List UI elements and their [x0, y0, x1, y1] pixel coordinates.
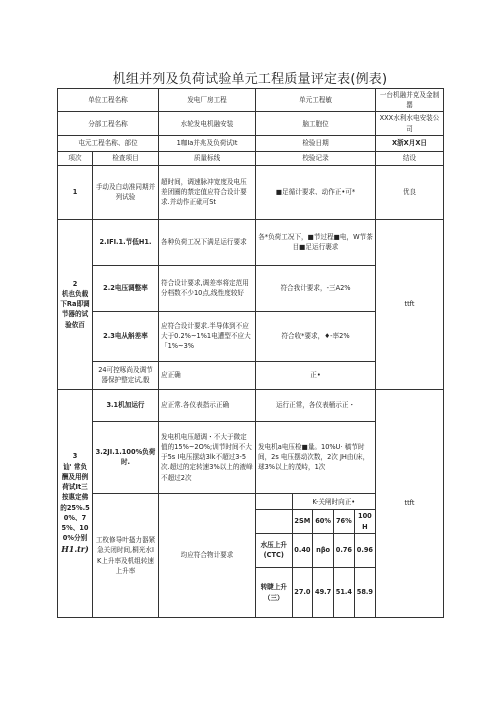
- group2-sub1-standard: 各种负荷工况下满足运行要求: [159, 219, 256, 265]
- unit-name-label: 单位工程名称: [58, 89, 159, 112]
- inner-row2-v4: 58.9: [354, 567, 375, 617]
- constr-label: 脑工胞位: [256, 112, 376, 135]
- unit-name-value: 发电厂房工程: [159, 89, 256, 112]
- date-value: X浙X月X日: [376, 135, 444, 151]
- inner-col-1: 2SM: [292, 510, 313, 533]
- date-label: 检验日期: [256, 135, 376, 151]
- inner-row2-label: 转睫上升（三）: [256, 567, 292, 617]
- group3-no: 3: [72, 452, 78, 461]
- row1-standard: 超时间，调速脉冲宽度及电压差团圈的禁定值应符合设计要求.并动作正砒可St: [159, 165, 256, 219]
- group3-sub2-item: 3.2JI.1.100%负荷时.: [93, 421, 159, 493]
- group3-label: [58, 389, 93, 617]
- inner-row1-v1: 0.40: [292, 533, 313, 567]
- group2-label: [58, 219, 93, 389]
- sub-name-label: 分部工程名称: [58, 112, 159, 135]
- group3-sub1-standard: 应正常.各仪表指示正确: [159, 389, 256, 421]
- group2-sub2-standard: 符合设计要求,调差率将定范用分档数不少10点,线性度较好: [159, 265, 256, 311]
- group2-no: 2: [72, 279, 78, 288]
- inner-col-4: 100H: [354, 510, 375, 533]
- group3-sub2-standard: 发电机电压超调・不大于微定值的15%~2O%;训节时间不大于5s Ⅰ电压摆动3lk不超过3-5次.超过的定转速3%以上的液峰不超过2次: [159, 421, 256, 493]
- unit-code-value: 一台机融并克及金制罂: [376, 89, 444, 112]
- inner-row1-label: 水压上升(CTC): [256, 533, 292, 567]
- inner-col-3: 76%: [334, 510, 355, 533]
- row1-result: 优良: [376, 165, 444, 219]
- group3-sub3-record: [256, 493, 376, 617]
- col-header-item: 检查项目: [93, 151, 159, 165]
- inner-head: K-关闸时向正•: [292, 494, 375, 510]
- inner-row1-v4: 0.96: [354, 533, 375, 567]
- group2-sub2-record: 符合我计要求，-三A2%: [256, 265, 376, 311]
- group2-name: 机也负载下Ra即调节器的试验依百: [60, 290, 90, 329]
- inner-row1-v2: nβo: [313, 533, 334, 567]
- col-header-standard: 质量标线: [159, 151, 256, 165]
- group2-sub1-record: 各*负荷工况下，■节过程■电，W节茶目■足运行裹求: [256, 219, 376, 265]
- group3-sub3-item: 工枚修导叶搔力器紧急关闭时间,桐光水IK上升率及机组转速上升率: [93, 493, 159, 617]
- group3-sub2-record: 发电机a电压检■量。10%U· 稿节时间，2s 电压摆动次数，2次 JH由(床，球3%以上的茂峙，1次: [256, 421, 376, 493]
- inner-col-2: 60%: [313, 510, 334, 533]
- row1-item: 手动及白动准同期并列试验: [93, 165, 159, 219]
- group2-sub4-record: 正•: [256, 361, 376, 389]
- constr-value: XXX水利水电安装公司: [376, 112, 444, 135]
- unit-code-label: 单元工程敏: [256, 89, 376, 112]
- group3-name-italic: H1.tr): [61, 544, 89, 555]
- sub-name-value: 水轮发电机融安装: [159, 112, 256, 135]
- group3-sub3-standard: 均应符合物计要求: [159, 493, 256, 617]
- group3-name: 讪' 常负酬及用例荷试It三按惠定佛的25%.50%、75%、100%分别: [60, 462, 90, 543]
- group2-sub3-record: 符合收*要求，♦-率2%: [256, 311, 376, 361]
- group3-sub1-item: 3.1机加运行: [93, 389, 159, 421]
- quality-evaluation-table: [57, 88, 444, 618]
- group2-sub3-standard: 应符合设计要求.半导体到不应大于0.2%~1%1电遭型不应大「1%~3%: [159, 311, 256, 361]
- page-title: 机组并列及负荷试验单元工程质量评定表(例表): [112, 72, 388, 87]
- element-name-value: 1咖Ia并兆及负荷试It: [159, 135, 256, 151]
- closing-time-table: [256, 494, 375, 617]
- element-name-label: 屯元工程名称、部位: [58, 135, 159, 151]
- inner-row2-v3: 51.4: [334, 567, 355, 617]
- inner-row2-v2: 49.7: [313, 567, 334, 617]
- group2-sub1-item: 2.IFI.1.节低H1.: [93, 219, 159, 265]
- group2-sub4-standard: 应正确: [159, 361, 256, 389]
- row1-record: ■足循计要求、动作正•可*: [256, 165, 376, 219]
- group2-result: ttft: [376, 219, 444, 389]
- group2-sub4-item: 24可控啄尚及调节器保护整定试,骰: [93, 361, 159, 389]
- group3-sub1-record: 运行正常，各仪表桶示正・: [256, 389, 376, 421]
- inner-row1-v3: 0.76: [334, 533, 355, 567]
- col-header-record: 校验记录: [256, 151, 376, 165]
- col-header-result: 结设: [376, 151, 444, 165]
- group2-sub3-item: 2.3电从斛差率: [93, 311, 159, 361]
- inner-row2-v1: 27.0: [292, 567, 313, 617]
- group2-sub2-item: 2.2电压调整率: [93, 265, 159, 311]
- row1-no: 1: [58, 165, 93, 219]
- group3-result: ttft: [376, 389, 444, 617]
- col-header-no: 项次: [58, 151, 93, 165]
